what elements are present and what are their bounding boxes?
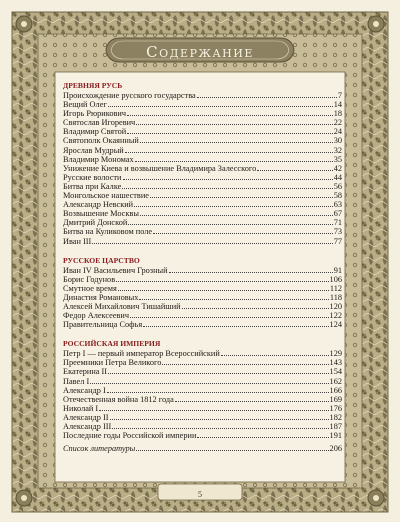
dot-leader [127,133,333,134]
dot-leader [122,188,332,189]
toc-entry[interactable] [63,127,342,136]
dot-leader [162,364,328,365]
toc-entry[interactable] [63,284,342,293]
toc-entry-title: Екатерина II [63,367,108,377]
toc-entry-page: 35 [333,154,342,164]
toc-entry-title: Дмитрий Донской [63,218,128,228]
dot-leader [108,373,328,374]
toc-entry[interactable] [63,182,342,191]
toc-entry-title: Игорь Рюрикович [63,109,127,119]
toc-entry[interactable] [63,136,342,145]
toc-entry-page: 91 [333,265,342,275]
dot-leader [135,161,333,162]
section-heading: ДРЕВНЯЯ РУСЬ [63,81,123,90]
dot-leader [125,152,333,153]
toc-entry-title: Александр Невский [63,200,134,210]
toc-entry-page: 169 [329,394,342,404]
toc-entry-title: Отечественная война 1812 года [63,394,174,404]
toc-entry[interactable] [63,200,342,209]
toc-entry-title: Святополк Окаянный [63,136,139,146]
dot-leader [128,224,332,225]
toc-entry-page: 67 [333,209,342,219]
toc-entry-title: Унижение Киева и возвышение Владимира Залесского [63,163,257,173]
dot-leader [182,308,329,309]
toc-entry-page: 71 [333,218,342,228]
toc-entry-page: 162 [329,376,342,386]
dot-leader [257,170,332,171]
toc-entry-page: 122 [329,311,342,321]
toc-entry-title: Алексей Михайлович Тишайший [63,301,181,311]
toc-entry[interactable] [63,100,342,109]
toc-entry-page: 176 [329,403,342,413]
toc-entry[interactable] [63,275,342,284]
toc-entry-page: 14 [333,100,342,110]
toc-entry-page: 124 [329,320,342,330]
page-title: Содержание [146,43,254,61]
toc-entry[interactable] [63,155,342,164]
toc-entry-page: 120 [329,301,342,311]
toc-entry-page: 191 [329,431,342,441]
toc-entry-page: 166 [329,385,342,395]
dot-leader [130,317,329,318]
toc-entry-page: 182 [329,412,342,422]
toc-entry-title: Александр II [63,412,109,422]
dot-leader [92,243,332,244]
toc-section-russian-tsardom [63,255,342,330]
toc-entry-title: Правительница Софья [63,320,143,330]
dot-leader [116,281,328,282]
dot-leader [99,410,328,411]
toc-entry-title: Николай I [63,403,99,413]
toc-entry[interactable] [63,367,342,376]
toc-entry[interactable] [63,237,342,246]
section-heading: РУССКОЕ ЦАРСТВО [63,255,140,265]
toc-entry-title: Русские волости [63,172,122,182]
toc-entry[interactable] [63,118,342,127]
dot-leader [197,97,337,98]
toc-entry-title: Александр III [63,422,112,431]
toc-entry-bibliography[interactable] [63,444,342,453]
toc-entry-page: 143 [329,358,342,368]
toc-entry[interactable] [63,349,342,358]
toc-entry-page: 106 [329,274,342,284]
toc-entry[interactable] [63,109,342,118]
dot-leader [140,142,333,143]
toc-entry-page: 56 [333,181,342,191]
toc-entry-title: Иван III [63,236,92,246]
toc-entry-title: Происхождение русского государства [63,91,196,100]
toc-entry-title: Павел I [63,376,90,386]
toc-entry[interactable] [63,227,342,236]
toc-entry-page: 32 [333,145,342,155]
toc-entry-title: Владимир Святой [63,127,127,137]
toc-entry[interactable] [63,431,342,440]
toc-entry-title: Смутное время [63,283,117,293]
toc-entry-title: Битва при Калке [63,181,122,191]
dot-leader [112,428,328,429]
toc-entry-title: Борис Годунов [63,274,116,284]
page-number: 5 [198,490,202,499]
toc-entry-title: Монгольское нашествие [63,191,149,201]
toc-entry-title: Династия Романовых [63,292,139,302]
toc-entry[interactable] [63,422,342,431]
dot-leader [134,206,333,207]
dot-leader [108,106,333,107]
toc-entry[interactable] [63,395,342,404]
toc-entry-page: 63 [333,200,342,210]
toc-section-russian-empire [63,338,342,453]
dot-leader [150,197,333,198]
toc-entry-title: Вещий Олег [63,100,107,110]
toc-entry-page: 18 [333,109,342,119]
toc-entry-page: 206 [329,444,342,454]
toc-entry-page: 30 [333,136,342,146]
toc-entry[interactable] [63,404,342,413]
toc-entry[interactable] [63,218,342,227]
toc-entry[interactable] [63,146,342,155]
dot-leader [221,355,329,356]
toc-entry-page: 7 [337,91,342,100]
dot-leader [107,392,329,393]
toc-entry[interactable] [63,91,342,100]
toc-entry-title: Возвышение Москвы [63,209,139,219]
toc-entry-title: Ярослав Мудрый [63,145,124,155]
dot-leader [140,215,333,216]
toc-entry-page: 118 [329,292,342,302]
dot-leader [153,233,333,234]
dot-leader [136,124,332,125]
toc-entry[interactable] [63,413,342,422]
toc-entry-title: Александр I [63,385,106,395]
toc-entry-title: Петр I — первый император Всероссийский [63,349,220,359]
toc-entry[interactable] [63,209,342,218]
dot-leader [139,299,328,300]
section-heading: РОССИЙСКАЯ ИМПЕРИЯ [63,339,161,349]
toc-entry[interactable] [63,302,342,311]
toc-entry[interactable] [63,293,342,302]
dot-leader [123,179,333,180]
toc-entry-page: 154 [329,367,342,377]
table-of-contents [63,80,342,462]
toc-entry-page: 22 [333,118,342,128]
toc-entry-page: 24 [333,127,342,137]
toc-entry[interactable] [63,320,342,329]
toc-entry-page: 187 [329,422,342,431]
dot-leader [90,383,328,384]
dot-leader [118,290,329,291]
dot-leader [110,419,329,420]
toc-entry[interactable] [63,164,342,173]
toc-entry[interactable] [63,377,342,386]
toc-entry-page: 129 [329,349,342,359]
dot-leader [175,401,329,402]
toc-entry-title: Преемники Петра Великого [63,358,162,368]
toc-entry-title: Владимир Мономах [63,154,134,164]
toc-entry-page: 73 [333,227,342,237]
toc-section-ancient-rus [63,80,342,246]
toc-entry[interactable] [63,266,342,275]
toc-entry-page: 77 [333,236,342,246]
toc-entry[interactable] [63,191,342,200]
dot-leader [197,437,328,438]
dot-leader [136,450,328,451]
toc-entry[interactable] [63,358,342,367]
toc-entry[interactable] [63,311,342,320]
dot-leader [169,272,333,273]
toc-entry-page: 112 [329,283,342,293]
dot-leader [127,115,333,116]
toc-entry-title: Федор Алексеевич [63,311,130,321]
toc-entry-title: Список литературы [63,444,136,454]
toc-entry-title: Святослав Игоревич [63,118,136,128]
toc-entry[interactable] [63,386,342,395]
toc-entry-page: 42 [333,163,342,173]
toc-entry-title: Иван IV Васильевич Грозный [63,265,168,275]
dot-leader [143,326,328,327]
toc-entry-page: 58 [333,191,342,201]
toc-entry[interactable] [63,173,342,182]
toc-entry-title: Последние годы Российской империи [63,431,197,441]
toc-entry-page: 44 [333,172,342,182]
toc-entry-title: Битва на Куликовом поле [63,227,153,237]
